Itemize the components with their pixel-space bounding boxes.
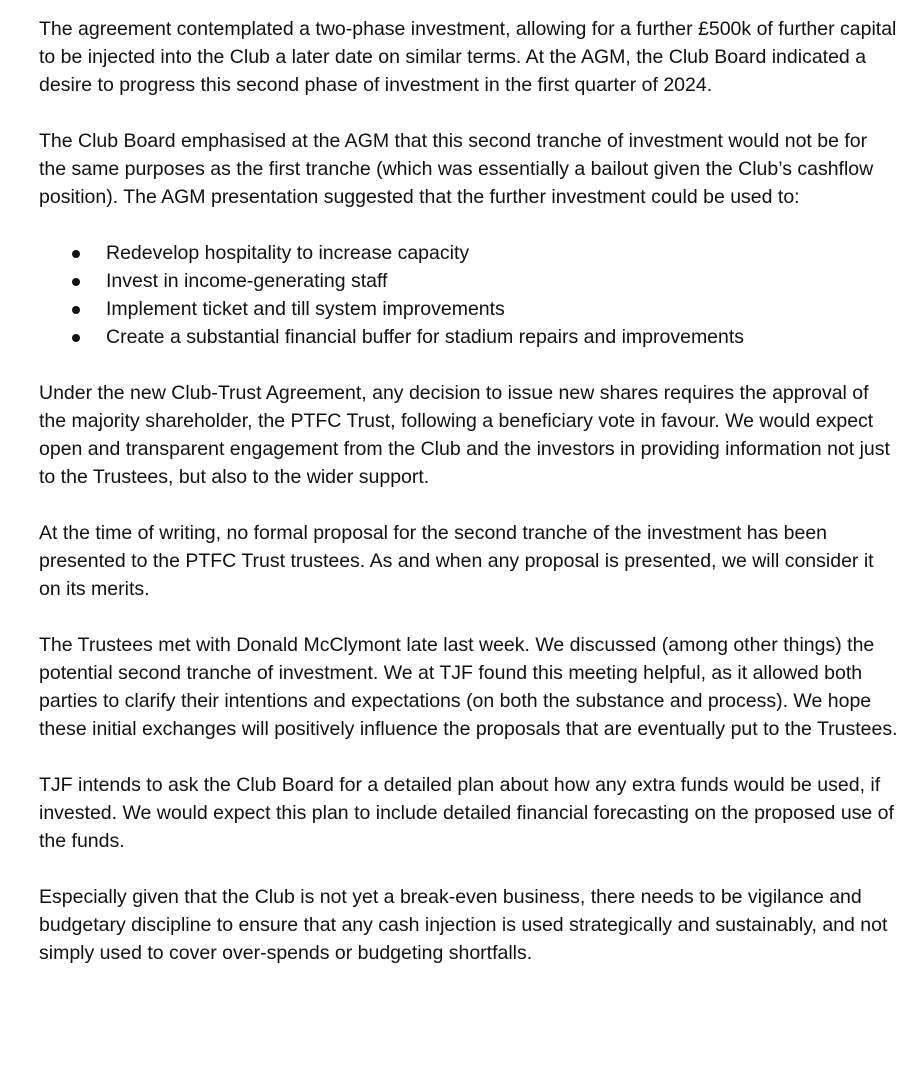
bullet-icon — [72, 250, 80, 258]
list-item-text: Redevelop hospitality to increase capacity — [106, 242, 470, 264]
paragraph-investment-agreement: The agreement contemplated a two-phase investment, allowing for a further £500k of further capital to be injected into the Club a later date on similar terms. At the AGM, the Club Board indicated a desire to progress this second phase of investment in the first quarter of 2024. — [39, 18, 897, 96]
list-item-text: Implement ticket and till system improvements — [106, 298, 505, 320]
list-item — [39, 295, 899, 323]
investment-uses-list — [39, 239, 899, 351]
paragraph-budgetary-discipline: Especially given that the Club is not yet a break-even business, there needs to be vigilance and budgetary discipline to ensure that any cash injection is used strategically and sustainably, and not simply used to cover over-spends or budgeting shortfalls. — [39, 886, 888, 964]
list-item-text: Create a substantial financial buffer for stadium repairs and improvements — [106, 326, 745, 348]
bullet-icon — [72, 306, 80, 314]
list-item — [39, 239, 899, 267]
paragraph-club-trust-agreement: Under the new Club-Trust Agreement, any decision to issue new shares requires the approval of the majority shareholder, the PTFC Trust, following a beneficiary vote in favour. We would expect open and transparent engagement from the Club and the investors in providing information not just to the Trustees, but also to the wider support. — [39, 382, 890, 488]
list-item — [39, 323, 899, 351]
paragraph-no-formal-proposal: At the time of writing, no formal proposal for the second tranche of the investment has been presented to the PTFC Trust trustees. As and when any proposal is presented, we will consider it on its merits. — [39, 522, 874, 600]
paragraph-second-tranche-purpose: The Club Board emphasised at the AGM that this second tranche of investment would not be for the same purposes as the first tranche (which was essentially a bailout given the Club’s cashflow position). The AGM presentation suggested that the further investment could be used to: — [39, 130, 874, 208]
paragraph-detailed-plan-request: TJF intends to ask the Club Board for a detailed plan about how any extra funds would be used, if invested. We would expect this plan to include detailed financial forecasting on the proposed use of the funds. — [39, 774, 894, 852]
document-page — [39, 15, 899, 995]
list-item-text: Invest in income-generating staff — [106, 270, 388, 292]
bullet-icon — [72, 278, 80, 286]
list-item — [39, 267, 899, 295]
paragraph-trustees-meeting: The Trustees met with Donald McClymont late last week. We discussed (among other things) the potential second tranche of investment. We at TJF found this meeting helpful, as it allowed both parties to clarify their intentions and expectations (on both the substance and process). We hope these initial exchanges will positively influence the proposals that are eventually put to the Trustees. — [39, 634, 898, 740]
bullet-icon — [72, 334, 80, 342]
